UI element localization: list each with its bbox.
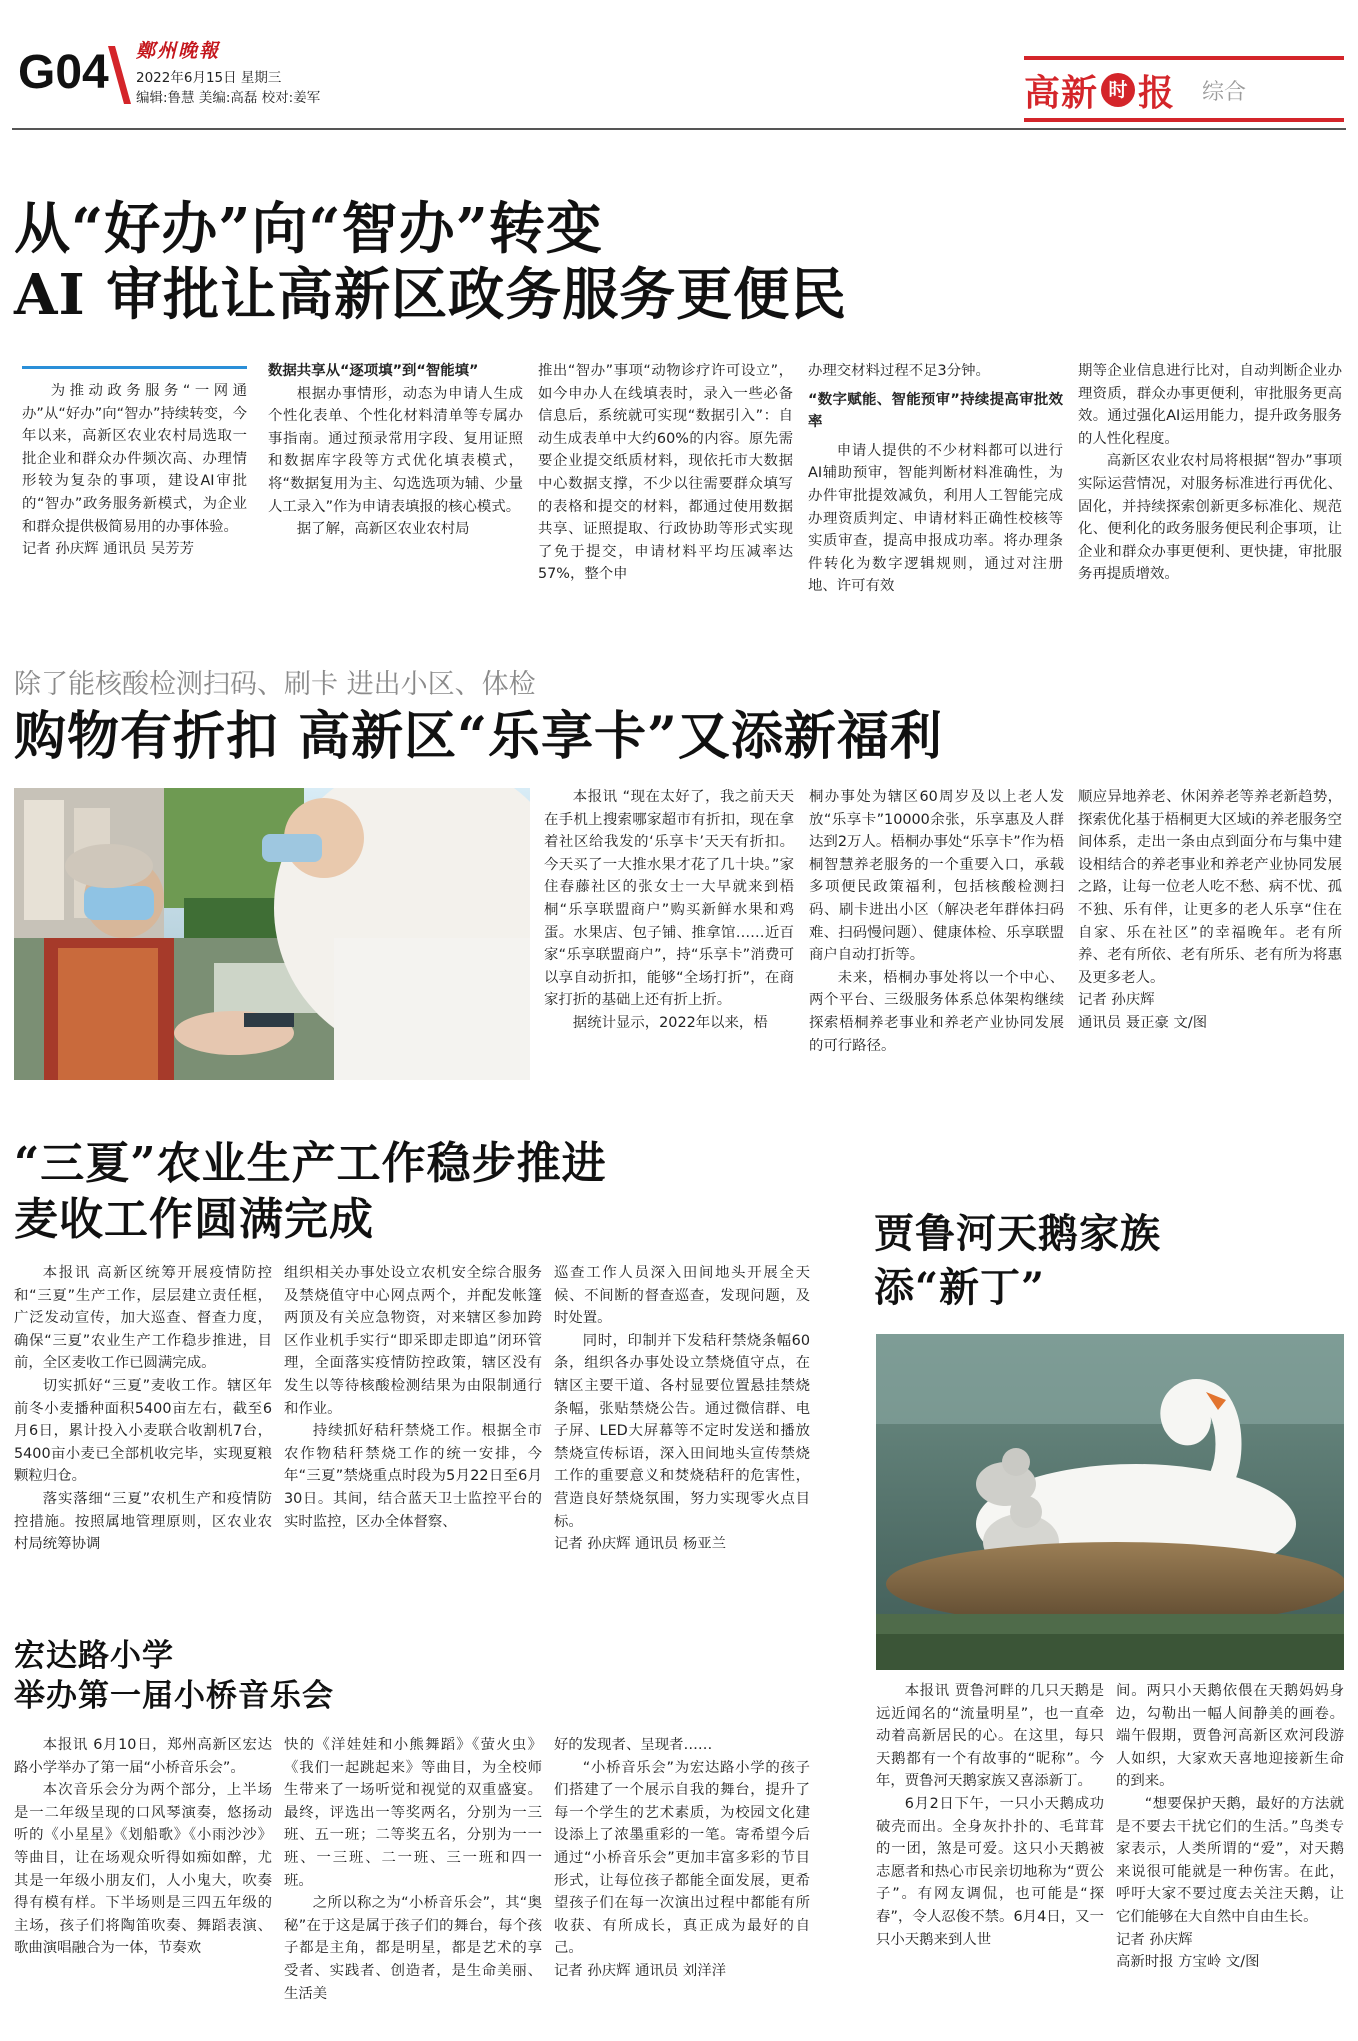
section-tag: 综合 bbox=[1202, 79, 1247, 105]
article4-column-2 bbox=[284, 1734, 542, 2020]
article2-byline: 通讯员 聂正豪 文/图 bbox=[1078, 1014, 1208, 1031]
article1-column-4 bbox=[808, 360, 1063, 605]
article3-paragraph: 同时，印制并下发秸秆禁烧条幅60条，组织各办事处设立禁烧值守点，在辖区主要干道、各村显要位置悬挂禁烧条幅，张贴禁烧公告。通过微信群、电子屏、LED大屏幕等不定时发送和播放禁烧宣传标语，深入田间地头宣传禁烧工作的重要意义和焚烧秸秆的危害性，营造良好禁烧氛围，努力实现零火点目标。 bbox=[554, 1332, 810, 1530]
article4-title-line2: 举办第一届小桥音乐会 bbox=[14, 1678, 334, 1714]
article3-paragraph: 切实抓好“三夏”麦收工作。辖区年前冬小麦播种面积5400亩左右，截至6月6日，累计投入小麦联合收割机7台，5400亩小麦已全部机收完毕，实现夏粮颗粒归仓。 bbox=[14, 1377, 272, 1485]
article4-title-line1: 宏达路小学 bbox=[14, 1638, 174, 1674]
article5-byline: 记者 孙庆辉 bbox=[1116, 1931, 1193, 1948]
article2-paragraph: 本报讯 “现在太好了，我之前天天在手机上搜索哪家超市有折扣，现在拿着社区给我发的‘乐享卡’天天有折扣。今天买了一大推水果才花了几十块。”家住春藤社区的张女士一大早就来到梧桐“乐享联盟商户”购买新鲜水果和鸡蛋。水果店、包子铺、推拿馆……近百家“乐享联盟商户”，持“乐享卡”消费可以享自动折扣，能够“全场打折”，在商家打折的基础上还有折上折。 bbox=[544, 789, 794, 1009]
article3-paragraph: 持续抓好秸秆禁烧工作。根据全市农作物秸秆禁烧工作的统一安排，今年“三夏”禁烧重点时段为5月22日至6月30日。其间，结合蓝天卫士监控平台的实时监控，区办全体督察、 bbox=[284, 1423, 542, 1530]
shopping-photo bbox=[14, 788, 530, 1080]
article1-paragraph: 推出“智办”事项“动物诊疗许可设立”，如今申办人在线填表时，录入一些必备信息后，系统就可实现“数据引入”：自动生成表单中大约60%的内容。原先需要企业提交纸质材料，现依托市大数据中心数据支撑，不少以往需要群众填写的表格和提交的材料，都通过使用数据共享、证照提取、行政协助等形式实现了免于提交，申请材料平均压减率达57%，整个申 bbox=[538, 363, 793, 583]
article1-intro-rule bbox=[22, 366, 247, 369]
article3-byline: 记者 孙庆辉 通讯员 杨亚兰 bbox=[554, 1536, 727, 1553]
article3-title-line2: 麦收工作圆满完成 bbox=[14, 1194, 374, 1245]
article5-paragraph: 间。两只小天鹅依偎在天鹅妈妈身边，勾勒出一幅人间静美的画卷。端午假期，贾鲁河高新区欢河段游人如织，大家欢天喜地迎接新生命的到来。 bbox=[1116, 1683, 1344, 1790]
article1-column-3 bbox=[538, 360, 793, 605]
article4-paragraph: “小桥音乐会”为宏达路小学的孩子们搭建了一个展示自我的舞台，提升了每一个学生的艺术素质，为校园文化建设添上了浓墨重彩的一笔。寄希望今后通过“小桥音乐会”更加丰富多彩的节目形式，让每位孩子都能全面发展，更希望孩子们在每一次演出过程中都能有所收获、有所成长，真正成为最好的自己。 bbox=[554, 1759, 810, 1957]
article3-title-line1: “三夏”农业生产工作稳步推进 bbox=[14, 1138, 607, 1189]
article2-kicker: 除了能核酸检测扫码、刷卡 进出小区、体检 bbox=[14, 669, 536, 700]
section-suffix: 报 bbox=[1138, 72, 1175, 114]
section-prefix: 高新 bbox=[1024, 72, 1099, 114]
article3-column-1 bbox=[14, 1262, 272, 1592]
editors-credit: 编辑:鲁慧 美编:高磊 校对:姜军 bbox=[136, 90, 321, 106]
article1-column-5 bbox=[1078, 360, 1342, 605]
page-number: G04 bbox=[18, 46, 109, 99]
article3-column-3 bbox=[554, 1262, 810, 1592]
article5-column-2 bbox=[1116, 1680, 1344, 2020]
article5-byline: 高新时报 方宝岭 文/图 bbox=[1116, 1954, 1260, 1971]
article1-byline: 记者 孙庆辉 通讯员 吴芳芳 bbox=[22, 541, 195, 558]
article2-column-2 bbox=[809, 786, 1064, 1082]
section-badge-icon: 时 bbox=[1101, 73, 1135, 107]
article4-byline: 记者 孙庆辉 通讯员 刘洋洋 bbox=[554, 1962, 727, 1979]
red-slash-icon bbox=[104, 44, 134, 106]
article1-title-line2: AI 审批让高新区政务服务更便民 bbox=[14, 262, 848, 328]
article1-subhead-2: “数字赋能、智能预审”持续提高审批效率 bbox=[808, 391, 1063, 431]
masthead-logo: 鄭州晚報 bbox=[136, 40, 221, 62]
article2-byline: 记者 孙庆辉 bbox=[1078, 992, 1155, 1009]
article5-paragraph: 本报讯 贾鲁河畔的几只天鹅是远近闻名的“流量明星”，也一直牵动着高新居民的心。在这里，每只天鹅都有一个有故事的“昵称”。今年，贾鲁河天鹅家族又喜添新丁。 bbox=[876, 1683, 1104, 1790]
article3-paragraph: 巡查工作人员深入田间地头开展全天候、不间断的督查巡查，发现问题，及时处置。 bbox=[554, 1265, 810, 1327]
article4-paragraph: 快的《洋娃娃和小熊舞蹈》《萤火虫》《我们一起跳起来》等曲目，为全校师生带来了一场听觉和视觉的双重盛宴。最终，评选出一等奖两名，分别为一三班、五一班；二等奖五名，分别为一一班、一三班、二一班、三一班和四一班。 bbox=[284, 1737, 542, 1889]
article2-column-3 bbox=[1078, 786, 1342, 1082]
article2-paragraph: 桐办事处为辖区60周岁及以上老人发放“乐享卡”10000余张，乐享惠及人群达到2万人。梧桐办事处“乐享卡”作为梧桐智慧养老服务的一个重要入口，承载多项便民政策福利，包括核酸检测扫码、刷卡进出小区（解决老年群体扫码难、扫码慢问题）、健康体检、乐享联盟商户自动打折等。 bbox=[809, 789, 1064, 964]
article3-paragraph: 组织相关办事处设立农机安全综合服务及禁烧值守中心网点两个，并配发帐篷两顶及有关应急物资，对来辖区参加跨区作业机手实行“即采即走即追”闭环管理，全面落实疫情防控政策，辖区没有发生以等待核酸检测结果为由限制通行和作业。 bbox=[284, 1265, 542, 1417]
article4-paragraph: 之所以称之为“小桥音乐会”，其“奥秘”在于这是属于孩子们的舞台，每个孩子都是主角，都是明星，都是艺术的享受者、实践者、创造者，是生命美丽、生活美 bbox=[284, 1895, 542, 2002]
article5-title-line2: 添“新丁” bbox=[874, 1264, 1046, 1311]
article5-title-line1: 贾鲁河天鹅家族 bbox=[874, 1210, 1161, 1257]
article5-paragraph: “想要保护天鹅，最好的方法就是不要去干扰它们的生活。”鸟类专家表示，人类所谓的“爱”，对天鹅来说很可能就是一种伤害。在此，呼吁大家不要过度去关注天鹅，让它们能够在大自然中自由生长。 bbox=[1116, 1795, 1344, 1925]
article3-paragraph: 本报讯 高新区统筹开展疫情防控和“三夏”生产工作，层层建立责任框，广泛发动宣传，加大巡查、督查力度，确保“三夏”农业生产工作稳步推进，目前，全区麦收工作已圆满完成。 bbox=[14, 1265, 272, 1372]
article4-paragraph: 好的发现者、呈现者…… bbox=[554, 1737, 713, 1753]
article4-paragraph: 本报讯 6月10日，郑州高新区宏达路小学举办了第一届“小桥音乐会”。 bbox=[14, 1737, 272, 1776]
article1-intro bbox=[22, 380, 247, 590]
article1-paragraph: 高新区农业农村局将根据“智办”事项实际运营情况，对服务标准进行再优化、固化，并持续探索创新更多标准化、规范化、便利化的政务服务便民利企事项，让企业和群众办事更便利、更快捷，审批服务再提质增效。 bbox=[1078, 453, 1342, 583]
article4-column-3 bbox=[554, 1734, 810, 2020]
article1-paragraph: 根据办事情形，动态为申请人生成个性化表单、个性化材料清单等专属办事指南。通过预录常用字段、复用证照和数据库字段等方式优化填表模式，将“数据复用为主、勾选选项为辅、少量人工录入”作为申请表填报的核心模式。 bbox=[268, 385, 523, 515]
article1-column-2 bbox=[268, 360, 523, 605]
article2-paragraph: 顺应异地养老、休闲养老等养老新趋势，探索优化基于梧桐更大区域i的养老服务空间体系，走出一条由点到面分布与集中建设相结合的养老事业和养老产业协同发展之路，让每一位老人吃不愁、病不忧、孤不独、乐有伴，让更多的老人乐享“住在自家、乐在社区”的幸福晚年。老有所养、老有所依、老有所乐、老有所为将惠及更多老人。 bbox=[1078, 789, 1342, 986]
article1-paragraph: 据了解，高新区农业农村局 bbox=[296, 521, 470, 538]
swan-photo bbox=[876, 1334, 1344, 1670]
article2-paragraph: 未来，梧桐办事处将以一个中心、两个平台、三级服务体系总体架构继续探索梧桐养老事业和养老产业协同发展的可行路径。 bbox=[809, 969, 1064, 1054]
article1-paragraph: 申请人提供的不少材料都可以进行AI辅助预审，智能判断材料准确性，为办件审批提效减负，利用人工智能完成办理资质判定、申请材料正确性校核等实质审查，提高申报成功率。将办理条件转化为数字逻辑规则，通过对注册地、许可有效 bbox=[808, 442, 1063, 595]
section-logo bbox=[1024, 64, 1246, 116]
section-top-rule bbox=[1024, 56, 1344, 60]
article1-title-line1: 从“好办”向“智办”转变 bbox=[14, 196, 603, 262]
article1-paragraph: 期等企业信息进行比对，自动判断企业办理资质，群众办事更便利，审批服务更高效。通过强化AI运用能力，提升政务服务的人性化程度。 bbox=[1078, 363, 1342, 447]
article3-column-2 bbox=[284, 1262, 542, 1592]
article5-column-1 bbox=[876, 1680, 1104, 2020]
issue-date: 2022年6月15日 星期三 bbox=[136, 70, 282, 86]
article4-column-1 bbox=[14, 1734, 272, 2020]
article2-title: 购物有折扣 高新区“乐享卡”又添新福利 bbox=[14, 706, 943, 767]
article4-paragraph: 本次音乐会分为两个部分，上半场是一二年级呈现的口风琴演奏，悠扬动听的《小星星》《划船歌》《小雨沙沙》等曲目，让在场观众听得如痴如醉，尤其是一年级小朋友们，人小鬼大，吹奏得有模有样。下半场则是三四五年级的主场，孩子们将陶笛吹奏、舞蹈表演、歌曲演唱融合为一体，节奏欢 bbox=[14, 1782, 272, 1957]
article1-subhead-1: 数据共享从“逐项填”到“智能填” bbox=[268, 363, 479, 379]
article5-paragraph: 6月2日下午，一只小天鹅成功破壳而出。全身灰扑扑的、毛茸茸的一团，煞是可爱。这只小天鹅被志愿者和热心市民亲切地称为“贾公子”。有网友调侃，也可能是“探春”，令人忍俊不禁。6月4日，又一只小天鹅来到人世 bbox=[876, 1795, 1104, 1948]
section-bottom-rule bbox=[1024, 118, 1344, 122]
article2-paragraph: 据统计显示，2022年以来，梧 bbox=[572, 1014, 768, 1031]
article2-column-1 bbox=[544, 786, 794, 1082]
header-divider bbox=[12, 128, 1346, 130]
article1-intro-text: 为推动政务服务“一网通办”从“好办”向“智办”持续转变，今年以来，高新区农业农村局选取一批企业和群众办件频次高、办理情形较为复杂的事项，建设AI审批的“智办”政务服务新模式，为企业和群众提供极简易用的办事体验。 bbox=[22, 383, 247, 535]
article3-paragraph: 落实落细“三夏”农机生产和疫情防控措施。按照属地管理原则，区农业农村局统筹协调 bbox=[14, 1490, 272, 1553]
article1-paragraph: 办理交材料过程不足3分钟。 bbox=[808, 363, 990, 379]
